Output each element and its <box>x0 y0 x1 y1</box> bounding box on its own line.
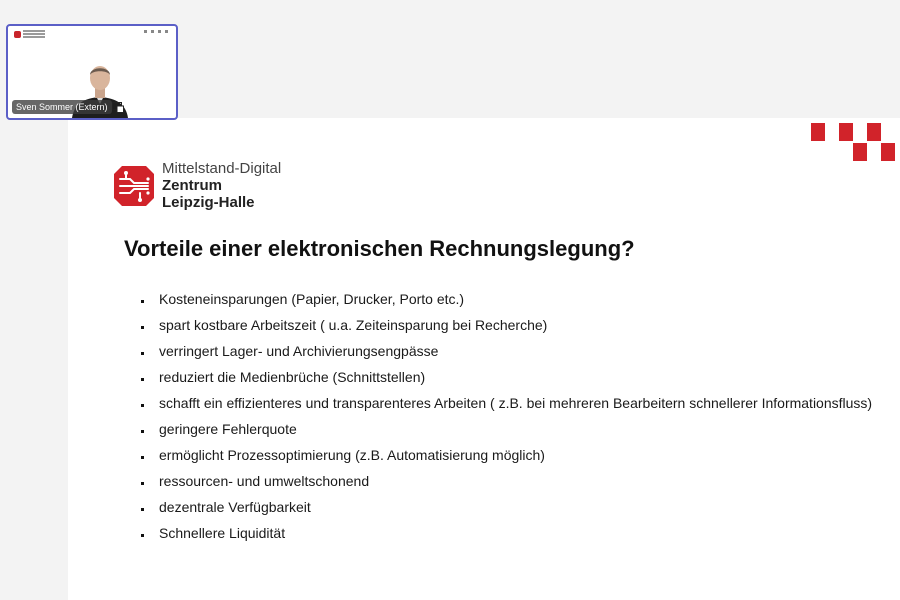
logo-wordmark <box>162 160 281 211</box>
bullet-text: schafft ein effizienteres und transparenteres Arbeiten ( z.B. bei mehreren Bearbeitern schnellerer Informationsfluss) <box>159 395 873 411</box>
participant-video-tile[interactable] <box>6 24 178 120</box>
bullet-icon <box>141 534 144 537</box>
bullet-item <box>139 446 872 472</box>
bullet-text: dezentrale Verfügbarkeit <box>159 499 311 515</box>
bullet-item <box>139 498 872 524</box>
tile-logo-text <box>23 30 45 39</box>
logo-line-3: Leipzig-Halle <box>162 194 255 211</box>
bullet-icon <box>141 456 144 459</box>
bullet-icon <box>141 508 144 511</box>
bullet-item <box>139 342 872 368</box>
bullet-text: Schnellere Liquidität <box>159 525 286 541</box>
logo-circuit-icon <box>112 164 156 208</box>
bullet-item <box>139 368 872 394</box>
bullet-item <box>139 290 872 316</box>
bullet-icon <box>141 482 144 485</box>
bullet-icon <box>141 352 144 355</box>
bullet-item <box>139 472 872 498</box>
decorative-pixel-block <box>853 143 867 161</box>
bullet-text: reduziert die Medienbrüche (Schnittstellen) <box>159 369 426 385</box>
bullet-text: ermöglicht Prozessoptimierung (z.B. Automatisierung möglich) <box>159 447 545 463</box>
tile-logo-icon <box>14 31 21 38</box>
bullet-icon <box>141 300 144 303</box>
screen-share-icon <box>112 102 124 113</box>
bullet-item <box>139 316 872 342</box>
slide-title: Vorteile einer elektronischen Rechnungslegung? <box>124 236 635 261</box>
bullet-icon <box>141 404 144 407</box>
participant-name: Sven Sommer (Extern) <box>12 100 112 114</box>
bullet-icon <box>141 378 144 381</box>
bullet-text: geringere Fehlerquote <box>159 421 297 437</box>
tile-decorative-dots <box>144 30 168 33</box>
bullet-text: verringert Lager- und Archivierungsengpässe <box>159 343 439 359</box>
bullet-list <box>139 290 872 550</box>
decorative-pixel-block <box>881 143 895 161</box>
bullet-item <box>139 394 872 420</box>
logo-line-1: Mittelstand-Digital <box>162 160 282 177</box>
mittelstand-digital-logo <box>112 160 281 211</box>
bullet-icon <box>141 430 144 433</box>
decorative-pixel-block <box>811 123 825 141</box>
logo-line-2: Zentrum <box>162 177 222 194</box>
bullet-text: ressourcen- und umweltschonend <box>159 473 370 489</box>
bullet-item <box>139 420 872 446</box>
decorative-pixel-block <box>867 123 881 141</box>
decorative-pixel-block <box>839 123 853 141</box>
bullet-icon <box>141 326 144 329</box>
bullet-item <box>139 524 872 550</box>
bullet-text: spart kostbare Arbeitszeit ( u.a. Zeiteinsparung bei Recherche) <box>159 317 548 333</box>
bullet-text: Kosteneinsparungen (Papier, Drucker, Porto etc.) <box>159 291 465 307</box>
